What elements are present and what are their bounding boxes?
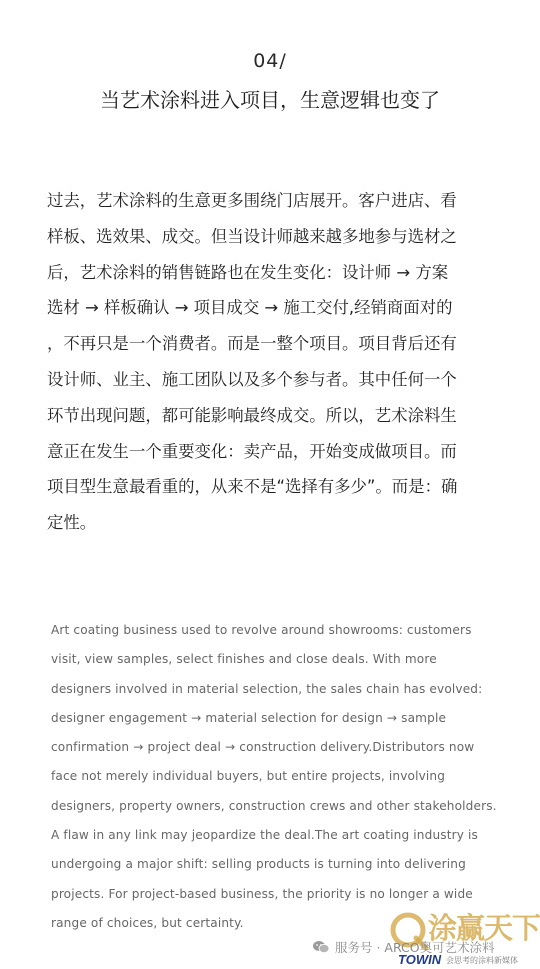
chinese-line: 过去，艺术涂料的生意更多围绕门店展开。客户进店、看 xyxy=(47,191,457,210)
english-line: undergoing a major shift: selling products is turning into delivering xyxy=(51,857,466,872)
brand-logo-text: 涂赢天下 xyxy=(428,911,540,945)
english-line: designer engagement → material selection for design → sample xyxy=(51,710,447,725)
chinese-line: 定性。 xyxy=(47,513,97,533)
english-line: visit, view samples, select finishes and close deals. With more xyxy=(51,652,437,667)
english-line: designers, property owners, construction crews and other stakeholders. xyxy=(51,798,497,813)
english-line: confirmation → project deal → construction delivery.Distributors now xyxy=(51,740,475,755)
service-account-text: 服务号 · ARCO奥可艺术涂料 xyxy=(335,940,495,955)
section-number: 04/ xyxy=(253,50,287,72)
english-line: range of choices, but certainty. xyxy=(51,915,244,930)
english-line: Art coating business used to revolve around showrooms: customers xyxy=(51,623,472,637)
chinese-line: 环节出现问题，都可能影响最终成交。所以，艺术涂料生 xyxy=(47,405,457,425)
chinese-paragraph xyxy=(47,183,499,541)
chinese-line: 后，艺术涂料的销售链路也在发生变化：设计师 → 方案 xyxy=(47,262,449,282)
brand-towin-text: TOWIN xyxy=(398,952,442,967)
english-line: A flaw in any link may jeopardize the deal.The art coating industry is xyxy=(51,828,478,843)
english-line: projects. For project-based business, the priority is no longer a wide xyxy=(51,886,473,901)
wechat-icon xyxy=(312,940,330,954)
english-paragraph xyxy=(51,616,519,938)
english-line: face not merely individual buyers, but entire projects, involving xyxy=(51,769,446,784)
chinese-line: 样板、选效果、成交。但当设计师越来越多地参与选材之 xyxy=(47,226,457,246)
chinese-line: 意正在发生一个重要变化：卖产品，开始变成做项目。而 xyxy=(47,441,457,461)
brand-tagline: 会思考的涂料新媒体 xyxy=(446,956,518,965)
chinese-line: 选材 → 样板确认 → 项目成交 → 施工交付,经销商面对的 xyxy=(47,298,453,318)
section-title: 当艺术涂料进入项目，生意逻辑也变了 xyxy=(100,88,440,112)
chinese-line: ，不再只是一个消费者。而是一整个项目。项目背后还有 xyxy=(47,334,457,354)
chinese-line: 设计师、业主、施工团队以及多个参与者。其中任何一个 xyxy=(47,369,457,389)
english-line: designers involved in material selection, the sales chain has evolved: xyxy=(51,681,483,696)
chinese-line: 项目型生意最看重的，从来不是“选择有多少”。而是：确 xyxy=(47,477,458,497)
